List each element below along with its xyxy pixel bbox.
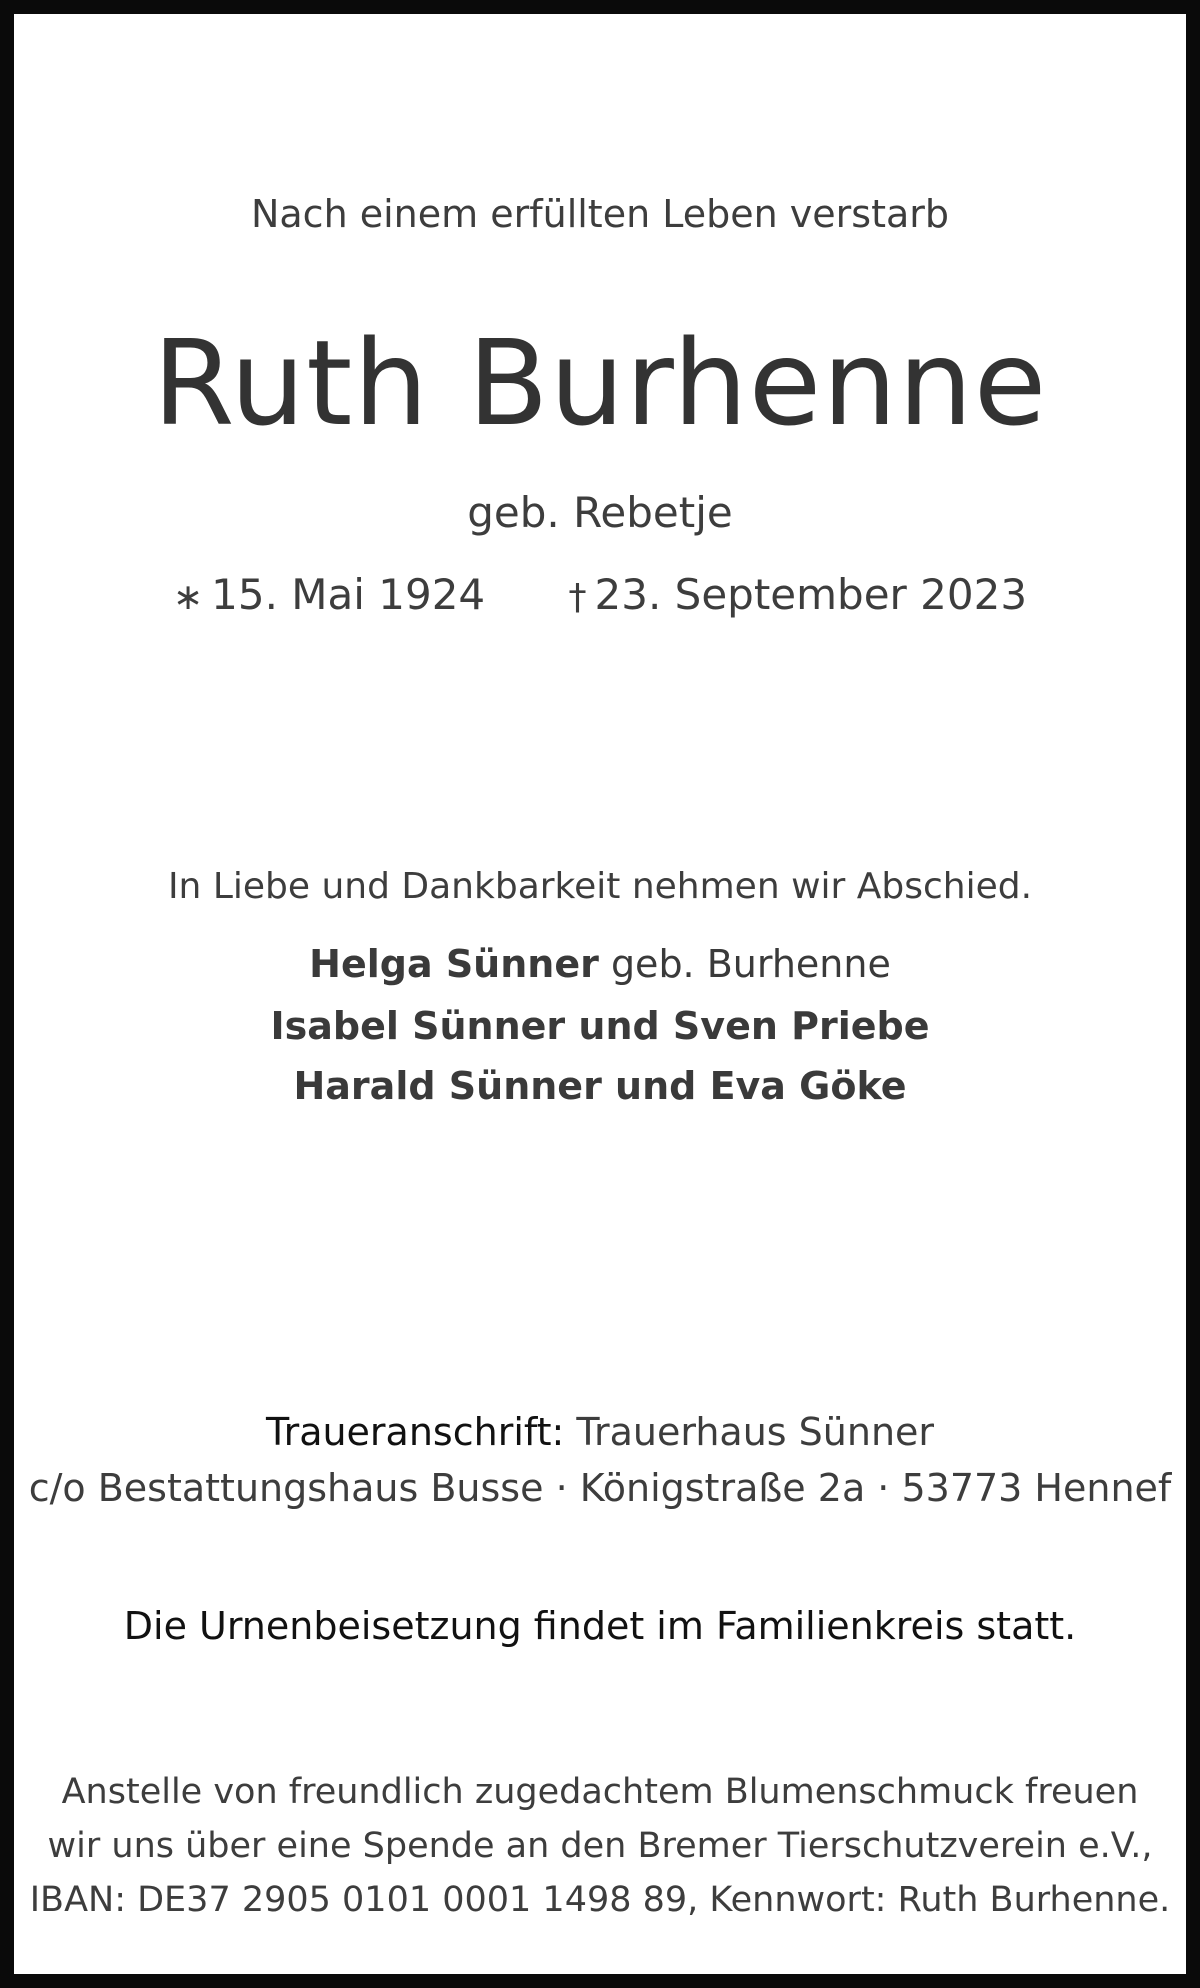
mourner-name: Helga Sünner xyxy=(309,942,599,986)
death-date: 23. September 2023 xyxy=(594,570,1028,619)
mourner-line xyxy=(14,1064,1186,1108)
birth-date-group xyxy=(173,570,485,619)
deceased-name: Ruth Burhenne xyxy=(152,314,1048,452)
donation-line: Anstelle von freundlich zugedachtem Blumenschmuck freuen xyxy=(61,1772,1139,1812)
birth-date: 15. Mai 1924 xyxy=(211,570,486,619)
mourner-suffix: geb. Burhenne xyxy=(598,942,891,986)
mourner-line xyxy=(14,1004,1186,1048)
farewell-text: In Liebe und Dankbarkeit nehmen wir Abschied. xyxy=(167,866,1033,907)
mourner-name: Harald Sünner und Eva Göke xyxy=(293,1064,907,1108)
death-date-group xyxy=(569,570,1028,619)
donation-line: wir uns über eine Spende an den Bremer Tierschutzverein e.V., xyxy=(47,1826,1153,1866)
mourner-name: Isabel Sünner und Sven Priebe xyxy=(270,1004,930,1048)
intro-text: Nach einem erfüllten Leben verstarb xyxy=(250,192,950,236)
urn-burial-note: Die Urnenbeisetzung findet im Familienkreis statt. xyxy=(123,1604,1077,1648)
mourning-address-label: Traueranschrift: xyxy=(265,1410,565,1454)
mourner-line xyxy=(14,942,1186,986)
donation-line: IBAN: DE37 2905 0101 0001 1498 89, Kennwort: Ruth Burhenne. xyxy=(29,1880,1171,1920)
mourning-address: c/o Bestattungshaus Busse · Königstraße 2a · 53773 Hennef xyxy=(28,1466,1172,1510)
mourning-address-line xyxy=(14,1410,1186,1454)
mourning-address-name: Trauerhaus Sünner xyxy=(564,1410,935,1454)
life-dates xyxy=(14,570,1186,619)
death-cross-icon: † xyxy=(568,577,587,618)
maiden-name: geb. Rebetje xyxy=(467,488,733,537)
birth-star-icon: ∗ xyxy=(172,577,204,618)
